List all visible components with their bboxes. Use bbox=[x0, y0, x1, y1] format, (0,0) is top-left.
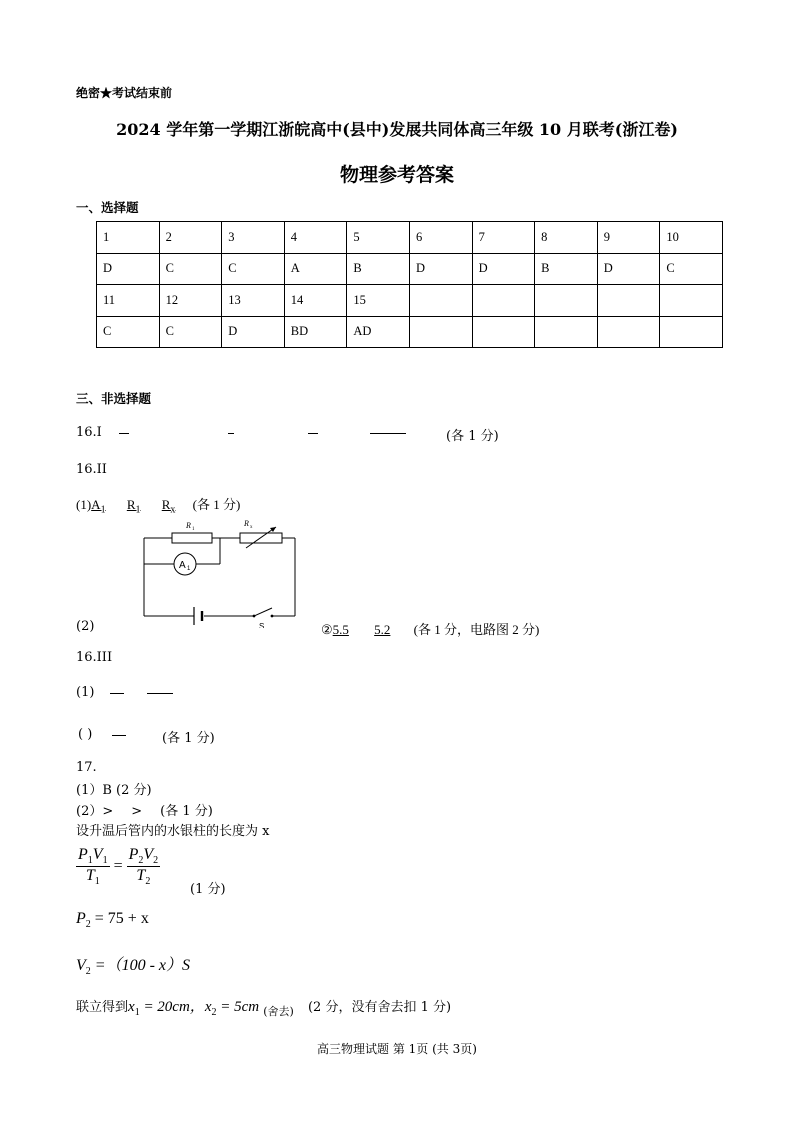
table-cell bbox=[597, 316, 660, 348]
answer-table bbox=[96, 221, 723, 348]
table-cell: 10 bbox=[660, 222, 723, 254]
table-row bbox=[97, 222, 723, 254]
q16-1-note: (各 1 分) bbox=[446, 429, 499, 444]
frac-right: $\frac{P_2V_2}{T_2}$ bbox=[128, 846, 159, 888]
rheostat-arrow-line bbox=[246, 527, 276, 548]
document-title: 物理参考答案 bbox=[339, 164, 454, 186]
q17-equation-v2: $V_2 =(100 - x)S$ bbox=[76, 957, 191, 978]
table-cell: 3 bbox=[222, 222, 285, 254]
q16-2-value-2: 5.2 bbox=[374, 622, 391, 637]
section-choice-heading: 一、选择题 bbox=[76, 200, 139, 215]
q17-part2 bbox=[76, 800, 213, 819]
q16-1-blank-4 bbox=[370, 433, 406, 434]
table-cell: AD bbox=[347, 316, 410, 348]
table-cell: C bbox=[222, 253, 285, 285]
q17-eq2-rhs: = 75 + x bbox=[94, 910, 149, 927]
q16-2-value-1: 5.5 bbox=[332, 622, 349, 637]
switch-contact-right bbox=[271, 615, 274, 618]
q16-2-answer-b-sub: 1 bbox=[135, 504, 141, 516]
q16-2-part2-note: (各 1 分，电路图 2 分) bbox=[413, 622, 540, 637]
table-cell bbox=[535, 285, 598, 317]
q16-2-part1-note: (各 1 分) bbox=[192, 497, 241, 512]
q17-part2-note: (各 1 分) bbox=[160, 804, 213, 819]
table-cell: C bbox=[159, 316, 222, 348]
table-cell: D bbox=[222, 316, 285, 348]
ammeter-sub: 1 bbox=[187, 566, 191, 572]
rx-label: R bbox=[244, 519, 249, 528]
table-cell bbox=[535, 316, 598, 348]
table-cell: 2 bbox=[159, 222, 222, 254]
table-cell: B bbox=[535, 253, 598, 285]
table-cell: 9 bbox=[597, 222, 660, 254]
table-row bbox=[97, 285, 723, 317]
q16-2-answer-a-text: A bbox=[91, 497, 101, 512]
q16-3-blank-2 bbox=[147, 693, 173, 694]
q16-2-label: 16.II bbox=[76, 462, 107, 477]
table-cell: D bbox=[597, 253, 660, 285]
q16-2-part2-answers bbox=[321, 619, 539, 638]
table-cell: C bbox=[660, 253, 723, 285]
circuit-diagram bbox=[136, 516, 300, 628]
table-cell: D bbox=[409, 253, 472, 285]
table-cell: 11 bbox=[97, 285, 160, 317]
q17-result-x1-value: = 20cm， bbox=[143, 999, 205, 1015]
q16-2-answer-b bbox=[126, 497, 141, 516]
q16-2-answer-c bbox=[161, 497, 176, 516]
table-cell: C bbox=[97, 316, 160, 348]
table-cell: A bbox=[284, 253, 347, 285]
q16-3-part2-prefix: ( ) bbox=[78, 727, 93, 742]
q16-2-answer-c-text: R bbox=[161, 497, 171, 512]
table-cell: D bbox=[97, 253, 160, 285]
q17-setup-text: 设升温后管内的水银柱的长度为 x bbox=[76, 824, 270, 839]
q16-2-answer-c-sub: x bbox=[170, 504, 176, 516]
table-cell: 4 bbox=[284, 222, 347, 254]
q17-result-x1: $x_1 = 20cm$，$x_2 = 5cm$ bbox=[128, 999, 260, 1018]
r1-sub: 1 bbox=[192, 527, 195, 532]
ammeter-label: A bbox=[179, 560, 186, 571]
rx-sub: x bbox=[250, 525, 253, 530]
q16-1-label: 16.I bbox=[76, 425, 102, 440]
r1-label: R bbox=[186, 521, 191, 530]
table-cell bbox=[660, 285, 723, 317]
page-footer: 高三物理试题 第 1页 (共 3页) bbox=[317, 1042, 477, 1056]
table-cell bbox=[409, 316, 472, 348]
table-cell: 6 bbox=[409, 222, 472, 254]
table-cell: 14 bbox=[284, 285, 347, 317]
q17-eq3-rhs: =（100 - x）S bbox=[94, 957, 191, 974]
table-cell: B bbox=[347, 253, 410, 285]
table-cell: 13 bbox=[222, 285, 285, 317]
table-cell: C bbox=[159, 253, 222, 285]
table-row bbox=[97, 316, 723, 348]
exam-title: 2024 学年第一学期江浙皖高中(县中)发展共同体高三年级 10 月联考(浙江卷) bbox=[116, 120, 678, 139]
q16-2-answer-a-sub: 1 bbox=[100, 504, 106, 516]
rheostat-arrow-head bbox=[270, 527, 276, 532]
q16-2-part1-prefix: (1) bbox=[76, 497, 92, 512]
table-cell: 8 bbox=[535, 222, 598, 254]
q16-2-part1 bbox=[76, 494, 240, 516]
table-cell: 15 bbox=[347, 285, 410, 317]
q17-part2-mid: > bbox=[131, 804, 143, 819]
q17-part1: (1）B (2 分) bbox=[76, 783, 152, 798]
table-cell bbox=[660, 316, 723, 348]
table-cell: BD bbox=[284, 316, 347, 348]
table-cell bbox=[597, 285, 660, 317]
q17-result-discard: (舍去) bbox=[263, 1005, 294, 1018]
q17-equation-p2: $P_2 = 75 + x$ bbox=[76, 910, 149, 931]
table-cell: 5 bbox=[347, 222, 410, 254]
frac-left: $\frac{P_1V_1}{T_1}$ bbox=[78, 846, 108, 888]
q17-part2-prefix: (2）> bbox=[76, 804, 114, 819]
table-cell bbox=[409, 285, 472, 317]
secret-label: 绝密★考试结束前 bbox=[76, 86, 173, 100]
table-cell: 1 bbox=[97, 222, 160, 254]
q16-2-answer-b-text: R bbox=[126, 497, 136, 512]
circled-two: ② bbox=[321, 622, 333, 637]
switch-label: S bbox=[259, 622, 265, 628]
q17-label: 17. bbox=[76, 760, 97, 775]
q17-result-note: (2 分，没有舍去扣 1 分) bbox=[307, 1000, 452, 1015]
table-cell: D bbox=[472, 253, 535, 285]
q17-eq1-note: (1 分) bbox=[190, 882, 226, 897]
switch-contact-left bbox=[253, 615, 256, 618]
section-nonchoice-heading: 三、非选择题 bbox=[76, 391, 152, 406]
q16-3-label: 16.III bbox=[76, 650, 113, 665]
q16-2-answer-a bbox=[91, 497, 106, 516]
q16-3-blank-1 bbox=[110, 693, 124, 694]
table-cell bbox=[472, 316, 535, 348]
q16-1-blank-2 bbox=[228, 433, 234, 434]
circuit-switch-blade bbox=[254, 608, 272, 616]
q17-result-x2-value: = 5cm bbox=[220, 999, 260, 1015]
q16-3-part1-prefix: (1) bbox=[76, 685, 95, 700]
q16-1-blank-1 bbox=[119, 433, 129, 434]
q17-result-line bbox=[76, 995, 451, 1018]
table-cell bbox=[472, 285, 535, 317]
q16-1-blank-3 bbox=[308, 433, 318, 434]
q16-3-blank-3 bbox=[112, 735, 126, 736]
q17-equation-gas-law: $\frac{P_1V_1}{T_1}$ = $\frac{P_2V_2}{T_2}$ bbox=[78, 846, 159, 888]
table-cell: 7 bbox=[472, 222, 535, 254]
table-cell: 12 bbox=[159, 285, 222, 317]
q16-2-part2-prefix: (2) bbox=[76, 619, 95, 634]
q17-result-prefix: 联立得到 bbox=[76, 1000, 129, 1015]
q16-3-part2-note: (各 1 分) bbox=[162, 731, 215, 746]
table-row bbox=[97, 253, 723, 285]
resistor-r1 bbox=[172, 533, 212, 543]
